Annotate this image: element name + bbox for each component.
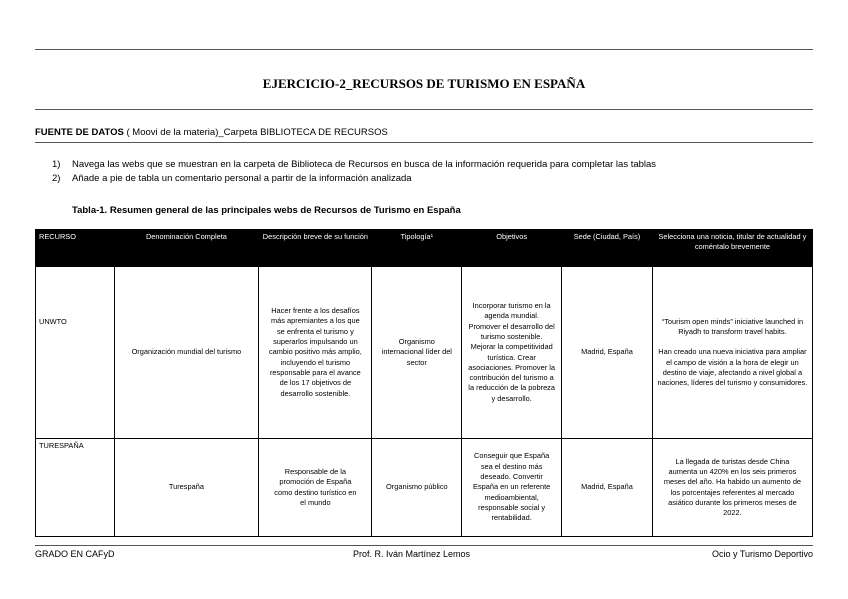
cell-recurso: TURESPAÑA xyxy=(36,439,115,537)
cell-tipologia: Organismo internacional líder del sector xyxy=(372,267,462,439)
header-sede: Sede (Ciudad, País) xyxy=(562,230,653,267)
header-denominacion: Denominación Completa xyxy=(114,230,259,267)
header-recurso: RECURSO xyxy=(36,230,115,267)
cell-sede: Madrid, España xyxy=(562,267,653,439)
header-objetivos: Objetivos xyxy=(462,230,562,267)
cell-denominacion: Organización mundial del turismo xyxy=(114,267,259,439)
cell-denominacion: Turespaña xyxy=(114,439,259,537)
top-rule xyxy=(35,49,813,50)
cell-descripcion: Hacer frente a los desafíos más apremiantes a los que se enfrenta el turismo y superarlos impulsando un cambio positivo más amplio, incluyendo el turismo responsable para el avance de los 17 objetivos de desarrollo sostenible. xyxy=(259,267,372,439)
cell-noticia xyxy=(652,267,812,439)
noticia-headline: La llegada de turistas desde China aumenta un 420% en los seis primeros meses del año. Ha habido un aumento de los porcentajes referentes al mercado asiático durante los primeros meses de 2022. xyxy=(663,456,802,518)
data-source-text: ( Moovi de la materia)_Carpeta BIBLIOTECA DE RECURSOS xyxy=(123,127,388,138)
footer-center: Prof. R. Iván Martínez Lemos xyxy=(353,549,471,559)
cell-objetivos: Incorporar turismo en la agenda mundial. Promover el desarrollo del turismo sostenible. Mejorar la competitividad turística. Crear asociaciones. Promover la contribución del turismo a la reducción de la pobreza y desarrollo. xyxy=(462,267,562,439)
list-item: 1) Navega las webs que se muestran en la carpeta de Biblioteca de Recursos en busca de la información requerida para completar las tablas xyxy=(52,159,657,170)
header-tipologia: Tipología¹ xyxy=(372,230,462,267)
data-source-label: FUENTE DE DATOS xyxy=(35,127,124,138)
source-rule xyxy=(35,142,813,143)
footer-rule xyxy=(35,545,813,546)
noticia-comment: Han creado una nueva iniciativa para ampliar el campo de visión a la hora de elegir un destino de viaje, afectando a nivel global a naciones, líderes del turismo y consumidores. xyxy=(657,347,808,388)
cell-sede: Madrid, España xyxy=(562,439,653,537)
header-descripcion: Descripción breve de su función xyxy=(259,230,372,267)
noticia-headline: “Tourism open minds” iniciative launched in Riyadh to transform travel habits. xyxy=(661,316,804,336)
resources-table xyxy=(35,229,813,537)
cell-descripcion: Responsable de la promoción de España como destino turístico en el mundo xyxy=(259,439,372,537)
cell-tipologia: Organismo público xyxy=(372,439,462,537)
list-item: 2) Añade a pie de tabla un comentario personal a partir de la información analizada xyxy=(52,173,412,184)
page-title: EJERCICIO-2_RECURSOS DE TURISMO EN ESPAÑA xyxy=(262,76,586,91)
cell-noticia xyxy=(652,439,812,537)
table-header-row xyxy=(36,230,813,267)
footer-left: GRADO EN CAFyD xyxy=(35,549,115,559)
table-caption: Tabla-1. Resumen general de las principales webs de Recursos de Turismo en España xyxy=(72,205,461,216)
cell-recurso: UNWTO xyxy=(36,267,115,439)
header-noticia: Selecciona una noticia, titular de actualidad y coméntalo brevemente xyxy=(652,230,812,267)
data-source xyxy=(35,127,388,138)
footer-right: Ocio y Turismo Deportivo xyxy=(711,549,813,559)
cell-objetivos: Conseguir que España sea el destino más deseado. Convertir España en un referente medioambiental, responsable social y rentabilidad. xyxy=(462,439,562,537)
instructions-list xyxy=(52,158,656,186)
table-row xyxy=(36,439,813,537)
table-row xyxy=(36,267,813,439)
title-rule xyxy=(35,109,813,110)
